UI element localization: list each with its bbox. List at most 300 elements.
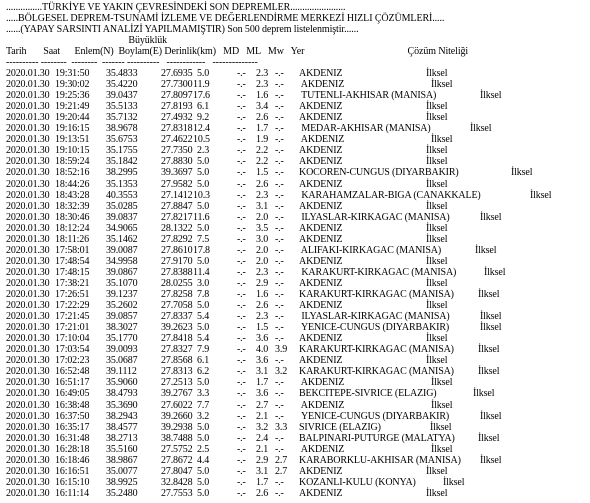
depth-cell: 7.7 bbox=[197, 399, 210, 411]
location-cell: AKDENIZ bbox=[299, 79, 345, 91]
quality-cell: İlksel bbox=[443, 476, 465, 488]
time-cell: 17:58:01 bbox=[55, 244, 90, 256]
quality-cell: İlksel bbox=[431, 377, 453, 389]
date-cell: 2020.01.30 bbox=[6, 289, 50, 300]
longitude-cell: 39.3697 bbox=[161, 167, 193, 179]
depth-cell: 11.4 bbox=[193, 266, 210, 278]
location-cell: AKDENIZ bbox=[299, 399, 345, 411]
quality-cell: İlksel bbox=[530, 189, 552, 201]
longitude-cell: 27.4622 bbox=[161, 134, 193, 146]
depth-cell: 5.0 bbox=[197, 465, 210, 477]
location-cell: TUTENLI-AKHISAR (MANISA) bbox=[299, 90, 437, 102]
quality-cell: İlksel bbox=[480, 90, 502, 102]
mw-cell: -.- bbox=[275, 300, 284, 312]
time-cell: 19:31:50 bbox=[55, 68, 90, 79]
latitude-cell: 35.6753 bbox=[106, 134, 138, 146]
table-row bbox=[0, 466, 590, 477]
mw-cell: -.- bbox=[275, 233, 284, 245]
table-row bbox=[0, 123, 590, 134]
date-cell: 2020.01.30 bbox=[6, 476, 50, 488]
ml-cell: 2.2 bbox=[256, 145, 269, 157]
mw-cell: -.- bbox=[275, 112, 284, 124]
location-cell: AKDENIZ bbox=[299, 222, 343, 234]
date-cell: 2020.01.30 bbox=[6, 322, 50, 334]
quality-cell: İlksel bbox=[431, 79, 453, 91]
latitude-cell: 39.1237 bbox=[106, 289, 138, 300]
date-cell: 2020.01.30 bbox=[6, 233, 50, 245]
time-cell: 16:35:17 bbox=[55, 421, 90, 433]
quality-cell: İlksel bbox=[426, 465, 448, 477]
location-cell: AKDENIZ bbox=[299, 156, 343, 168]
md-cell: -.- bbox=[237, 388, 246, 400]
mw-cell: -.- bbox=[275, 443, 284, 455]
quality-cell: İlksel bbox=[426, 277, 448, 289]
latitude-cell: 35.0285 bbox=[106, 200, 138, 212]
location-cell: MEDAR-AKHISAR (MANISA) bbox=[299, 123, 431, 135]
quality-cell: İlksel bbox=[480, 311, 502, 323]
header-subtitle: .....BÖLGESEL DEPREM-TSUNAMİ İZLEME VE DEĞERLENDİRME MERKEZİ HIZLI ÇÖZÜMLERİ..... bbox=[6, 13, 445, 24]
mw-cell: -.- bbox=[275, 410, 284, 422]
md-cell: -.- bbox=[237, 311, 246, 323]
table-row bbox=[0, 134, 590, 145]
longitude-cell: 27.8418 bbox=[161, 333, 193, 345]
table-row bbox=[0, 201, 590, 212]
date-cell: 2020.01.30 bbox=[6, 366, 50, 378]
time-cell: 16:52:48 bbox=[55, 366, 90, 378]
latitude-cell: 38.2713 bbox=[106, 432, 138, 444]
date-cell: 2020.01.30 bbox=[6, 145, 50, 157]
quality-cell: İlksel bbox=[480, 410, 502, 422]
depth-cell: 2.5 bbox=[197, 443, 210, 455]
date-cell: 2020.01.30 bbox=[6, 277, 50, 289]
location-cell: AKDENIZ bbox=[299, 112, 343, 124]
latitude-cell: 34.9065 bbox=[106, 222, 138, 234]
latitude-cell: 35.1842 bbox=[106, 156, 138, 168]
time-cell: 17:10:04 bbox=[55, 333, 90, 345]
md-cell: -.- bbox=[237, 432, 246, 444]
quality-cell: İlksel bbox=[426, 355, 448, 367]
quality-cell: İlksel bbox=[473, 388, 495, 400]
ml-cell: 3.6 bbox=[256, 333, 269, 345]
time-cell: 19:30:02 bbox=[55, 79, 90, 91]
longitude-cell: 27.8313 bbox=[161, 366, 193, 378]
location-cell: AKDENIZ bbox=[299, 465, 343, 477]
table-row bbox=[0, 300, 590, 311]
date-cell: 2020.01.30 bbox=[6, 79, 50, 91]
longitude-cell: 27.8217 bbox=[161, 211, 193, 223]
location-cell: ILYASLAR-KIRKAGAC (MANISA) bbox=[299, 311, 450, 323]
md-cell: -.- bbox=[237, 300, 246, 312]
depth-cell: 6.1 bbox=[197, 101, 210, 113]
quality-cell: İlksel bbox=[426, 145, 448, 157]
md-cell: -.- bbox=[237, 377, 246, 389]
md-cell: -.- bbox=[237, 233, 246, 245]
mw-cell: 3.2 bbox=[275, 366, 288, 378]
longitude-cell: 27.8292 bbox=[161, 233, 193, 245]
latitude-cell: 38.9925 bbox=[106, 476, 138, 488]
ml-cell: 2.3 bbox=[256, 311, 269, 323]
latitude-cell: 35.4833 bbox=[106, 68, 138, 79]
date-cell: 2020.01.30 bbox=[6, 399, 50, 411]
ml-cell: 2.1 bbox=[256, 410, 269, 422]
date-cell: 2020.01.30 bbox=[6, 123, 50, 135]
location-cell: KARAKURT-KIRKAGAC (MANISA) bbox=[299, 266, 457, 278]
table-row bbox=[0, 400, 590, 411]
latitude-cell: 38.2995 bbox=[106, 167, 138, 179]
time-cell: 18:30:46 bbox=[55, 211, 90, 223]
time-cell: 19:21:49 bbox=[55, 101, 90, 113]
longitude-cell: 27.6935 bbox=[161, 68, 193, 79]
table-row bbox=[0, 477, 590, 488]
ml-cell: 1.6 bbox=[256, 90, 269, 102]
location-cell: BEKCITEPE-SIVRICE (ELAZIG) bbox=[299, 388, 437, 400]
table-row bbox=[0, 68, 590, 79]
table-row bbox=[0, 179, 590, 190]
table-row bbox=[0, 267, 590, 278]
latitude-cell: 39.1112 bbox=[106, 366, 137, 378]
quality-cell: İlksel bbox=[478, 289, 500, 300]
md-cell: -.- bbox=[237, 421, 246, 433]
md-cell: -.- bbox=[237, 410, 246, 422]
quality-cell: İlksel bbox=[430, 421, 452, 433]
ml-cell: 2.3 bbox=[256, 79, 269, 91]
quality-cell: İlksel bbox=[426, 255, 448, 267]
quality-cell: İlksel bbox=[484, 266, 506, 278]
time-cell: 17:03:54 bbox=[55, 344, 90, 356]
location-cell: KARABORKLU-AKHISAR (MANISA) bbox=[299, 454, 461, 466]
table-row bbox=[0, 422, 590, 433]
mw-cell: -.- bbox=[275, 68, 284, 79]
ml-cell: 1.5 bbox=[256, 167, 269, 179]
time-cell: 17:02:23 bbox=[55, 355, 90, 367]
table-row bbox=[0, 79, 590, 90]
quality-cell: İlksel bbox=[480, 454, 502, 466]
md-cell: -.- bbox=[237, 79, 246, 91]
time-cell: 16:16:51 bbox=[55, 465, 90, 477]
time-cell: 16:11:14 bbox=[55, 487, 89, 499]
depth-cell: 6.2 bbox=[197, 366, 210, 378]
ml-cell: 3.6 bbox=[256, 388, 269, 400]
location-cell: AKDENIZ bbox=[299, 134, 345, 146]
time-cell: 18:43:28 bbox=[55, 189, 90, 201]
quality-cell: İlksel bbox=[426, 333, 448, 345]
mw-cell: 3.9 bbox=[275, 344, 288, 356]
md-cell: -.- bbox=[237, 289, 246, 300]
latitude-cell: 39.0437 bbox=[106, 90, 138, 102]
date-cell: 2020.01.30 bbox=[6, 101, 50, 113]
table-row bbox=[0, 377, 590, 388]
longitude-cell: 27.7300 bbox=[161, 79, 193, 91]
ml-cell: 1.7 bbox=[256, 476, 269, 488]
longitude-cell: 38.7488 bbox=[161, 432, 193, 444]
quality-cell: İlksel bbox=[426, 112, 448, 124]
depth-cell: 17.8 bbox=[193, 244, 210, 256]
longitude-cell: 27.2513 bbox=[161, 377, 193, 389]
md-cell: -.- bbox=[237, 189, 246, 201]
md-cell: -.- bbox=[237, 322, 246, 334]
md-cell: -.- bbox=[237, 101, 246, 113]
date-cell: 2020.01.30 bbox=[6, 200, 50, 212]
latitude-cell: 39.0867 bbox=[106, 266, 138, 278]
latitude-cell: 35.1070 bbox=[106, 277, 138, 289]
latitude-cell: 35.7132 bbox=[106, 112, 138, 124]
latitude-cell: 35.9060 bbox=[106, 377, 138, 389]
longitude-cell: 27.8337 bbox=[161, 311, 193, 323]
date-cell: 2020.01.30 bbox=[6, 355, 50, 367]
quality-cell: İlksel bbox=[478, 366, 500, 378]
ml-cell: 1.5 bbox=[256, 322, 269, 334]
date-cell: 2020.01.30 bbox=[6, 421, 50, 433]
time-cell: 16:51:17 bbox=[55, 377, 90, 389]
longitude-cell: 27.9582 bbox=[161, 178, 193, 190]
ml-cell: 2.4 bbox=[256, 432, 269, 444]
mw-cell: -.- bbox=[275, 167, 284, 179]
ml-cell: 2.7 bbox=[256, 399, 269, 411]
header-separator: ---------- -------- -------- ------- ---------- ------------ -------------- bbox=[6, 57, 258, 68]
ml-cell: 2.3 bbox=[256, 189, 269, 201]
ml-cell: 2.0 bbox=[256, 211, 269, 223]
column-header-row: Tarih Saat Enlem(N) Boylam(E) Derinlik(km) MD ML Mw Yer Çözüm Niteliği bbox=[6, 46, 469, 57]
mw-cell: -.- bbox=[275, 123, 284, 135]
time-cell: 18:12:24 bbox=[55, 222, 90, 234]
table-row bbox=[0, 455, 590, 466]
quality-cell: İlksel bbox=[426, 101, 448, 113]
md-cell: -.- bbox=[237, 476, 246, 488]
latitude-cell: 40.3553 bbox=[106, 189, 138, 201]
latitude-cell: 35.1353 bbox=[106, 178, 138, 190]
depth-cell: 5.0 bbox=[197, 421, 210, 433]
quality-cell: İlksel bbox=[426, 68, 448, 79]
time-cell: 18:44:26 bbox=[55, 178, 90, 190]
location-cell: ALIFAKI-KIRKAGAC (MANISA) bbox=[299, 244, 442, 256]
depth-cell: 5.0 bbox=[197, 377, 210, 389]
mw-cell: -.- bbox=[275, 388, 284, 400]
longitude-cell: 27.1412 bbox=[161, 189, 193, 201]
latitude-cell: 35.2480 bbox=[106, 487, 138, 499]
date-cell: 2020.01.30 bbox=[6, 443, 50, 455]
md-cell: -.- bbox=[237, 454, 246, 466]
quality-cell: İlksel bbox=[478, 432, 500, 444]
ml-cell: 2.9 bbox=[256, 277, 269, 289]
table-row bbox=[0, 289, 590, 300]
time-cell: 19:13:51 bbox=[55, 134, 90, 146]
header-title: ...............TÜRKİYE VE YAKIN ÇEVRESİNDEKİ SON DEPREMLER....................... bbox=[6, 2, 346, 13]
quality-cell: İlksel bbox=[426, 222, 448, 234]
time-cell: 18:59:24 bbox=[55, 156, 90, 168]
ml-cell: 1.6 bbox=[256, 289, 269, 300]
md-cell: -.- bbox=[237, 277, 246, 289]
md-cell: -.- bbox=[237, 112, 246, 124]
ml-cell: 4.0 bbox=[256, 344, 269, 356]
depth-cell: 7.5 bbox=[197, 233, 210, 245]
location-cell: AKDENIZ bbox=[299, 145, 343, 157]
ml-cell: 2.6 bbox=[256, 112, 269, 124]
longitude-cell: 27.8830 bbox=[161, 156, 193, 168]
mw-cell: 2.7 bbox=[275, 454, 288, 466]
time-cell: 19:20:44 bbox=[55, 112, 90, 124]
latitude-cell: 35.3690 bbox=[106, 399, 138, 411]
date-cell: 2020.01.30 bbox=[6, 410, 50, 422]
mw-cell: -.- bbox=[275, 355, 284, 367]
depth-cell: 12.4 bbox=[193, 123, 210, 135]
longitude-cell: 27.6022 bbox=[161, 399, 193, 411]
ml-cell: 3.6 bbox=[256, 355, 269, 367]
md-cell: -.- bbox=[237, 222, 246, 234]
quality-cell: İlksel bbox=[426, 178, 448, 190]
md-cell: -.- bbox=[237, 145, 246, 157]
ml-cell: 2.6 bbox=[256, 300, 269, 312]
table-row bbox=[0, 444, 590, 455]
table-row bbox=[0, 411, 590, 422]
quality-cell: İlksel bbox=[426, 200, 448, 212]
md-cell: -.- bbox=[237, 366, 246, 378]
date-cell: 2020.01.30 bbox=[6, 311, 50, 323]
time-cell: 16:28:18 bbox=[55, 443, 90, 455]
location-cell: AKDENIZ bbox=[299, 200, 343, 212]
latitude-cell: 38.3027 bbox=[106, 322, 138, 334]
depth-cell: 17.6 bbox=[193, 90, 210, 102]
latitude-cell: 38.9678 bbox=[106, 123, 138, 135]
mw-cell: -.- bbox=[275, 101, 284, 113]
location-cell: SIVRICE (ELAZIG) bbox=[299, 421, 381, 433]
date-cell: 2020.01.30 bbox=[6, 211, 50, 223]
ml-cell: 2.3 bbox=[256, 266, 269, 278]
table-row bbox=[0, 388, 590, 399]
depth-cell: 4.4 bbox=[197, 454, 210, 466]
date-cell: 2020.01.30 bbox=[6, 178, 50, 190]
time-cell: 17:26:51 bbox=[55, 289, 90, 300]
location-cell: AKDENIZ bbox=[299, 233, 343, 245]
longitude-cell: 27.7350 bbox=[161, 145, 193, 157]
location-cell: AKDENIZ bbox=[299, 68, 343, 79]
location-cell: AKDENIZ bbox=[299, 178, 343, 190]
longitude-cell: 27.8318 bbox=[161, 123, 193, 135]
location-cell: KARAKURT-KIRKAGAC (MANISA) bbox=[299, 366, 454, 378]
longitude-cell: 27.8847 bbox=[161, 200, 193, 212]
longitude-cell: 27.8047 bbox=[161, 465, 193, 477]
latitude-cell: 39.0837 bbox=[106, 211, 138, 223]
time-cell: 17:22:29 bbox=[55, 300, 90, 312]
location-cell: AKDENIZ bbox=[299, 487, 343, 499]
location-cell: YENICE-CUNGUS (DIYARBAKIR) bbox=[299, 322, 450, 334]
md-cell: -.- bbox=[237, 443, 246, 455]
longitude-cell: 27.8610 bbox=[161, 244, 193, 256]
table-row bbox=[0, 344, 590, 355]
table-row bbox=[0, 488, 590, 499]
date-cell: 2020.01.30 bbox=[6, 189, 50, 201]
time-cell: 17:48:15 bbox=[55, 266, 90, 278]
depth-cell: 6.1 bbox=[197, 355, 210, 367]
longitude-cell: 27.8193 bbox=[161, 101, 193, 113]
latitude-cell: 35.2602 bbox=[106, 300, 138, 312]
table-row bbox=[0, 212, 590, 223]
depth-cell: 5.0 bbox=[197, 432, 210, 444]
date-cell: 2020.01.30 bbox=[6, 344, 50, 356]
table-row bbox=[0, 156, 590, 167]
latitude-cell: 39.0857 bbox=[106, 311, 138, 323]
table-row bbox=[0, 245, 590, 256]
md-cell: -.- bbox=[237, 266, 246, 278]
ml-cell: 2.6 bbox=[256, 487, 269, 499]
date-cell: 2020.01.30 bbox=[6, 388, 50, 400]
location-cell: KARAKURT-KIRKAGAC (MANISA) bbox=[299, 344, 454, 356]
mw-cell: -.- bbox=[275, 432, 284, 444]
mw-cell: -.- bbox=[275, 90, 284, 102]
longitude-cell: 28.0255 bbox=[161, 277, 193, 289]
mw-cell: -.- bbox=[275, 222, 284, 234]
depth-cell: 10.5 bbox=[193, 134, 210, 146]
md-cell: -.- bbox=[237, 465, 246, 477]
latitude-cell: 35.1755 bbox=[106, 145, 138, 157]
depth-cell: 10.3 bbox=[193, 189, 210, 201]
location-cell: KOZANLI-KULU (KONYA) bbox=[299, 476, 416, 488]
ml-cell: 3.1 bbox=[256, 200, 269, 212]
latitude-cell: 35.1462 bbox=[106, 233, 138, 245]
md-cell: -.- bbox=[237, 244, 246, 256]
date-cell: 2020.01.30 bbox=[6, 454, 50, 466]
date-cell: 2020.01.30 bbox=[6, 333, 50, 345]
mw-cell: -.- bbox=[275, 156, 284, 168]
ml-cell: 2.0 bbox=[256, 255, 269, 267]
date-cell: 2020.01.30 bbox=[6, 68, 50, 79]
location-cell: KARAHAMZALAR-BIGA (CANAKKALE) bbox=[299, 189, 481, 201]
ml-cell: 3.2 bbox=[256, 421, 269, 433]
ml-cell: 3.1 bbox=[256, 465, 269, 477]
date-cell: 2020.01.30 bbox=[6, 156, 50, 168]
latitude-cell: 35.4220 bbox=[106, 79, 138, 91]
location-cell: AKDENIZ bbox=[299, 101, 343, 113]
md-cell: -.- bbox=[237, 167, 246, 179]
ml-cell: 2.3 bbox=[256, 68, 269, 79]
md-cell: -.- bbox=[237, 211, 246, 223]
depth-cell: 5.4 bbox=[197, 311, 210, 323]
location-cell: AKDENIZ bbox=[299, 443, 345, 455]
latitude-cell: 38.4577 bbox=[106, 421, 138, 433]
md-cell: -.- bbox=[237, 487, 246, 499]
mw-cell: -.- bbox=[275, 255, 284, 267]
mw-cell: -.- bbox=[275, 134, 284, 146]
time-cell: 18:11:26 bbox=[55, 233, 89, 245]
mw-cell: -.- bbox=[275, 79, 284, 91]
mw-cell: -.- bbox=[275, 333, 284, 345]
quality-cell: İlksel bbox=[426, 233, 448, 245]
table-row bbox=[0, 256, 590, 267]
mw-cell: -.- bbox=[275, 277, 284, 289]
location-cell: AKDENIZ bbox=[299, 355, 343, 367]
location-cell: KOCOREN-CUNGUS (DIYARBAKIR) bbox=[299, 167, 459, 179]
mw-cell: -.- bbox=[275, 377, 284, 389]
longitude-cell: 28.1322 bbox=[161, 222, 193, 234]
mw-cell: -.- bbox=[275, 476, 284, 488]
table-row bbox=[0, 234, 590, 245]
ml-cell: 1.7 bbox=[256, 123, 269, 135]
longitude-cell: 27.5752 bbox=[161, 443, 193, 455]
depth-cell: 11.9 bbox=[193, 79, 210, 91]
depth-cell: 9.2 bbox=[197, 112, 210, 124]
longitude-cell: 27.8097 bbox=[161, 90, 193, 102]
md-cell: -.- bbox=[237, 399, 246, 411]
latitude-cell: 35.5133 bbox=[106, 101, 138, 113]
location-cell: BALPINARI-PUTURGE (MALATYA) bbox=[299, 432, 455, 444]
table-row bbox=[0, 433, 590, 444]
md-cell: -.- bbox=[237, 333, 246, 345]
depth-cell: 5.0 bbox=[197, 487, 210, 499]
column-header-magnitude: Büyüklük bbox=[6, 35, 168, 46]
quality-cell: İlksel bbox=[480, 322, 502, 334]
time-cell: 19:16:15 bbox=[55, 123, 90, 135]
time-cell: 16:37:50 bbox=[55, 410, 90, 422]
mw-cell: 2.7 bbox=[275, 465, 288, 477]
